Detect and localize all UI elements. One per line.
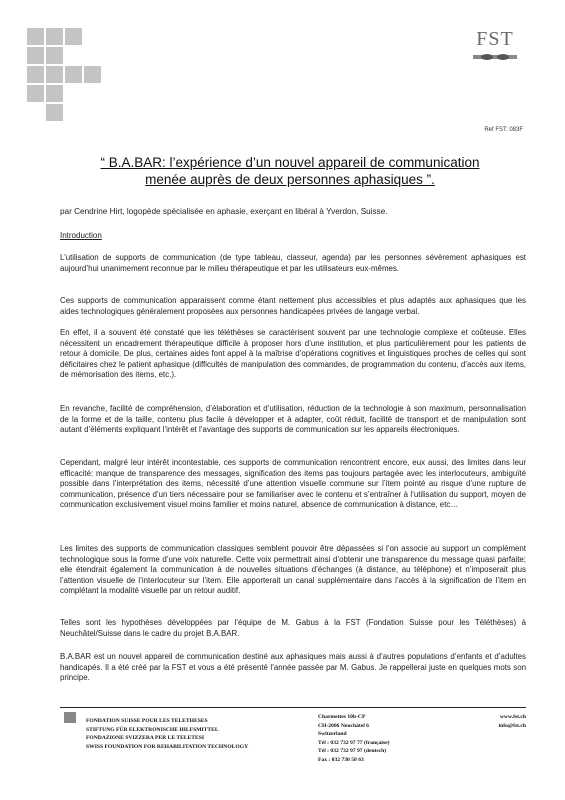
website-link[interactable]: www.fst.ch — [499, 714, 526, 720]
address-line: Switzerland — [318, 731, 347, 737]
paragraph-3: En effet, il a souvent été constaté que les téléthèses se caractérisent souvent par une technologie complexe et coûteuse. Elles nécessitent un encadrement thérapeutique difficile à proposer hors d’une institution, et plus particulièrement pour les patients de retour à domicile. De plus, certaines aides font appel à la maîtrise d’opérations cognitives et linguistiques proches de celles qui sont déficitaires chez le patient aphasique (difficultés de manipulation des commandes, de programmation du contenu, d’accès aux items, de mémorisation des items, etc.). — [60, 328, 526, 379]
paragraph-2: Ces supports de communication apparaissent comme étant nettement plus accessibles et plus adaptés aux aphasiques que les aides technologiques généralement proposées aux personnes handicapées privées de langage verbal. — [60, 296, 526, 316]
paragraph-6: Les limites des supports de communication classiques semblent pouvoir être dépassées si l’on associe au support un complément technologique sous la forme d’une voix naturelle. Cette voix permettrait ainsi d’obtenir une transparence du message quasi parfaite; elle étendrait également la communication à de nouvelles situations d’échanges (à distance, au téléphone) et n’imposerait plus l’attention visuelle de l’interlocuteur sur l’item. Elle apporterait un canal supplémentaire dans l’accès à la signification de l’item en complétant la modalité visuelle par un retour auditif. — [60, 544, 526, 595]
decor-square — [46, 47, 63, 64]
foundation-name: SWISS FOUNDATION FOR REHABILITATION TECHNOLOGY — [86, 743, 249, 750]
decor-square — [27, 66, 44, 83]
decor-square — [46, 66, 63, 83]
decor-square — [46, 104, 63, 121]
footer-square — [64, 712, 76, 723]
paragraph-1: L’utilisation de supports de communication (de type tableau, classeur, agenda) par les personnes sévèrement aphasiques est aujourd’hui unanimement reconnue par le milieu thérapeutique et par les utilisateurs eux-mêmes. — [60, 253, 526, 273]
address-line: Charmettes 10b-CP — [318, 714, 366, 720]
decor-square — [46, 28, 63, 45]
decor-square — [65, 66, 82, 83]
fst-logo — [467, 28, 523, 72]
title-line-2: menée auprès de deux personnes aphasiques ”. — [145, 172, 435, 187]
logo-waves-icon — [473, 53, 517, 61]
foundation-name: FONDATION SUISSE POUR LES TELETHESES — [86, 718, 208, 724]
address-line: CH-2006 Neuchâtel 6 — [318, 722, 369, 729]
footer-address — [318, 713, 389, 764]
decor-square — [46, 85, 63, 102]
decor-square — [27, 85, 44, 102]
address-line: Tél : 032 732 97 97 (deutsch) — [318, 748, 387, 754]
email-link[interactable]: info@fst.ch — [498, 722, 526, 729]
reference-number: Ref FST: 083F — [484, 127, 523, 133]
decor-square — [65, 28, 82, 45]
decor-square — [27, 47, 44, 64]
decor-square — [27, 28, 44, 45]
logo-text: FST — [476, 28, 514, 50]
paragraph-8: B.A.BAR est un nouvel appareil de communication destiné aux aphasiques mais aussi à d’autres populations d’enfants et d’adultes handicapés. Il a été créé par la FST et vous a été présenté l’année passée par M. Gabus. Je rappellerai juste en quelques mots son principe. — [60, 652, 526, 682]
section-heading: Introduction — [60, 231, 102, 240]
decor-square — [84, 66, 101, 83]
footer-divider — [60, 707, 526, 708]
address-line: Tél : 032 732 97 77 (française) — [318, 739, 390, 746]
footer-web — [470, 713, 526, 730]
author-line: par Cendrine Hirt, logopède spécialisée en aphasie, exerçant en libéral à Yverdon, Suisse. — [60, 207, 388, 216]
paragraph-5: Cependant, malgré leur intérêt incontestable, ces supports de communication rencontrent encore, eux aussi, des limites dans leur efficacité: manque de transparence des messages, signification des items pas toujours partagée avec les interlocuteurs, ambiguïté possible dans l’interprétation des items, nécessité d’une attention visuelle commune sur l’item pointé au risque d’une rupture de communication, présence d’un tiers nécessaire pour se familiariser avec le contenu et s’entraîner à l’utilisation du support, moyen de communication exclusivement visuel moins familier et moins naturel, absence de communication à distance, etc… — [60, 458, 526, 509]
address-line: Fax : 032 730 58 63 — [318, 756, 364, 763]
foundation-name: STIFTUNG FÜR ELEKTRONISCHE HILFSMITTEL — [86, 726, 219, 733]
document-title — [60, 154, 520, 188]
paragraph-4: En revanche, facilité de compréhension, d’élaboration et d’utilisation, réduction de la technologie à son maximum, personnalisation de la forme et de la taille, contenu plus facile à développer et à adapter, coût réduit, facilité de transport et de manipulation sont autant d’éléments expliquant l’intérêt et l’avantage des supports de communication sur les appareils électroniques. — [60, 404, 526, 434]
foundation-name: FONDAZIONE SVIZZERA PER LE TELETESI — [86, 735, 205, 741]
paragraph-7: Telles sont les hypothèses développées par l’équipe de M. Gabus à la FST (Fondation Suisse pour les Téléthèses) à Neuchâtel/Suisse dans le cadre du projet B.A.BAR. — [60, 618, 526, 638]
footer-foundation-names — [86, 717, 248, 751]
title-line-1: “ B.A.BAR: l’expérience d’un nouvel appareil de communication — [100, 155, 480, 170]
